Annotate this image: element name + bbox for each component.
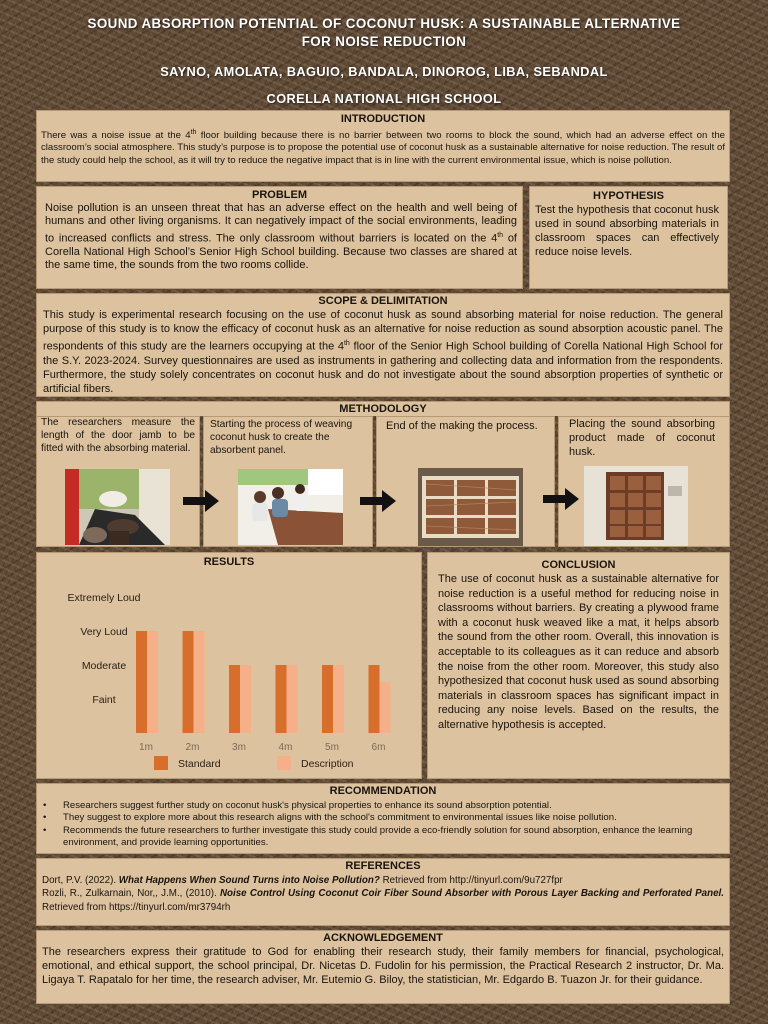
- recommendation-title: RECOMMENDATION: [329, 785, 437, 797]
- results-chart: [36, 568, 422, 778]
- photo-measuring-door-jamb: [65, 469, 170, 545]
- x-tick-label: 4m: [278, 742, 293, 753]
- legend-label: Description: [301, 758, 354, 770]
- x-tick-label: 2m: [185, 742, 200, 753]
- bar: [147, 631, 158, 733]
- authors: SAYNO, AMOLATA, BAGUIO, BANDALA, DINOROG, LIBA, SEBANDAL: [160, 64, 608, 79]
- problem-section: [36, 186, 523, 289]
- conclusion-section: [427, 552, 730, 779]
- references-title: REFERENCES: [345, 860, 421, 872]
- x-tick-label: 1m: [139, 742, 153, 753]
- y-level-label: Extremely Loud: [67, 592, 141, 604]
- introduction-body: There was a noise issue at the 4th floor building because there is no barrier between two rooms to block the sound, which had an adverse effect on the classroom’s social atmosphere. This study’s purpose is to propose the potential use of coconut husk as a sustainable alternative for noise reduction. The result of the study could help the school, as it will try to reduce the negative impact that is in line with the current environmental issue, which is noise pollution.: [41, 129, 725, 166]
- recommendation-list: [37, 800, 729, 850]
- introduction-title: INTRODUCTION: [340, 113, 426, 125]
- y-level-label: Very Loud: [80, 626, 128, 638]
- bar: [322, 665, 333, 733]
- school-name: CORELLA NATIONAL HIGH SCHOOL: [266, 91, 502, 106]
- scope-body: This study is experimental research focusing on the use of coconut husk as sound absorbing material for noise reduction. The general purpose of this study is to know the efficacy of coconut husk as an alternative for noise reduction as sound absorption acoustic panel. The respondents of this study are the learners occupying at the 4th floor of the Senior High School building of Corella National High School for the S.Y. 2023-2024. Survey questionnaires are used as instruments in gathering and collecting data and information from the respondents. Furthermore, the study solely concentrates on coconut husk and do not investigate about the sound absorption properties of synthetic or artificial fibers.: [43, 309, 723, 396]
- bar: [369, 665, 380, 733]
- bar: [183, 631, 194, 733]
- arrow-icon: [181, 488, 221, 514]
- recommendation-item: • Researchers suggest further study on coconut husk's physical properties to enhance its sound absorption potential.: [37, 800, 729, 812]
- x-tick-label: 6m: [371, 742, 386, 753]
- introduction-section: [36, 110, 730, 182]
- method-step-3-text: End of the making the process.: [386, 420, 538, 432]
- x-tick-label: 5m: [325, 742, 339, 753]
- acknowledgement-body: The researchers express their gratitude to God for enabling their research study, their family members for financial, psychological, emotional, and ethical support, the school principal, Dr. Nicetas D. Fudolin for his permission, the Practical Research 2 instructor, Dr. Ma. Ligaya T. Rapatalo for her time, the research adviser, Mr. Eutemio G. Biloy, the statistician, Mr. Edgardo B. Tuazon Jr. for their guidance.: [42, 946, 724, 987]
- bar: [240, 665, 251, 733]
- recommendation-section: [36, 783, 730, 854]
- bar: [136, 631, 147, 733]
- references-section: [36, 858, 730, 926]
- bar: [276, 665, 287, 733]
- photo-weaving-coconut-husk: [238, 469, 343, 545]
- reference-item: Rozli, R., Zulkarnain, Nor,, J.M., (2010). Noise Control Using Coconut Coir Fiber Sound Absorber with Porous Layer Backing and Perforated Panel. Retrieved from https://tinyurl.com/mr3794rh: [42, 888, 724, 913]
- problem-title: PROBLEM: [252, 189, 307, 201]
- scope-section: [36, 293, 730, 397]
- bar: [229, 665, 240, 733]
- problem-body: Noise pollution is an unseen threat that has an adverse effect on the health and well being of humans and other living organisms. It can negatively impact of the social environments, leading to increased conflicts and stress. The only classroom without barriers is located on the 4th of Corella National High School’s Senior High School building. Because two classes are shared at the same time, the sounds from the two rooms collide.: [45, 202, 517, 272]
- bar: [194, 631, 205, 733]
- method-step-2-text: Starting the process of weaving coconut husk to create the absorbent panel.: [210, 419, 353, 456]
- legend-swatch: [154, 756, 168, 770]
- scope-title: SCOPE & DELIMITATION: [318, 295, 448, 307]
- methodology-title-bar: [36, 401, 730, 416]
- poster-title-line-2: FOR NOISE REDUCTION: [301, 34, 467, 49]
- recommendation-item: • Recommends the future researchers to further investigate this study could provide a eco-friendly solution for sound absorption, enhance the learning environment, and provide learning opportunities.: [37, 825, 729, 850]
- y-level-label: Faint: [92, 694, 116, 706]
- conclusion-body: The use of coconut husk as a sustainable alternative for noise reduction is a useful method for reducing noise in classrooms without barriers. By creating a plywood frame with a coconut husk weaved like a mat, it helps absorb the sound from the other room. Overall, this innovation is acceptable to its colleagues as it can reduce and absorb the noise from the other room. Moreover, this study also hypothesized that coconut husk used as sound absorbing materials in classroom spaces has significant impact in reducing any noise levels. Based on the results, the alternative hypothesis is accepted.: [438, 573, 719, 731]
- reference-item: Dort, P.V. (2022). What Happens When Sound Turns into Noise Pollution? Retrieved from http://tinyurl.com/9u727fpr: [42, 875, 563, 886]
- bar: [380, 682, 391, 733]
- arrow-icon: [358, 488, 398, 514]
- method-step-1-text: The researchers measure the length of the door jamb to be fitted with the absorbing material.: [41, 417, 195, 454]
- bar: [287, 665, 298, 733]
- recommendation-item: • They suggest to explore more about this research aligns with the school's commitment to environmental issues like noise pollution.: [37, 812, 729, 824]
- arrow-icon: [541, 486, 581, 512]
- acknowledgement-section: [36, 930, 730, 1004]
- bar: [333, 665, 344, 733]
- photo-finished-frame: [418, 468, 523, 546]
- legend-label: Standard: [178, 758, 221, 770]
- y-level-label: Moderate: [81, 660, 127, 672]
- photo-installed-panel: [584, 466, 688, 546]
- results-title: RESULTS: [203, 556, 255, 568]
- hypothesis-title: HYPOTHESIS: [593, 190, 664, 202]
- acknowledgement-title: ACKNOWLEDGEMENT: [323, 932, 443, 944]
- hypothesis-section: [529, 186, 728, 289]
- legend-swatch: [277, 756, 291, 770]
- hypothesis-body: Test the hypothesis that coconut husk used in sound absorbing materials in classroom spaces can effectively reduce noise levels.: [535, 204, 719, 258]
- x-tick-label: 3m: [232, 742, 246, 753]
- poster-title: [0, 15, 768, 51]
- methodology-title: METHODOLOGY: [339, 403, 427, 415]
- conclusion-title: CONCLUSION: [541, 559, 616, 571]
- method-step-4-text: Placing the sound absorbing product made of coconut husk.: [569, 418, 715, 458]
- poster-title-line-1: SOUND ABSORPTION POTENTIAL OF COCONUT HUSK: A SUSTAINABLE ALTERNATIVE: [87, 16, 681, 31]
